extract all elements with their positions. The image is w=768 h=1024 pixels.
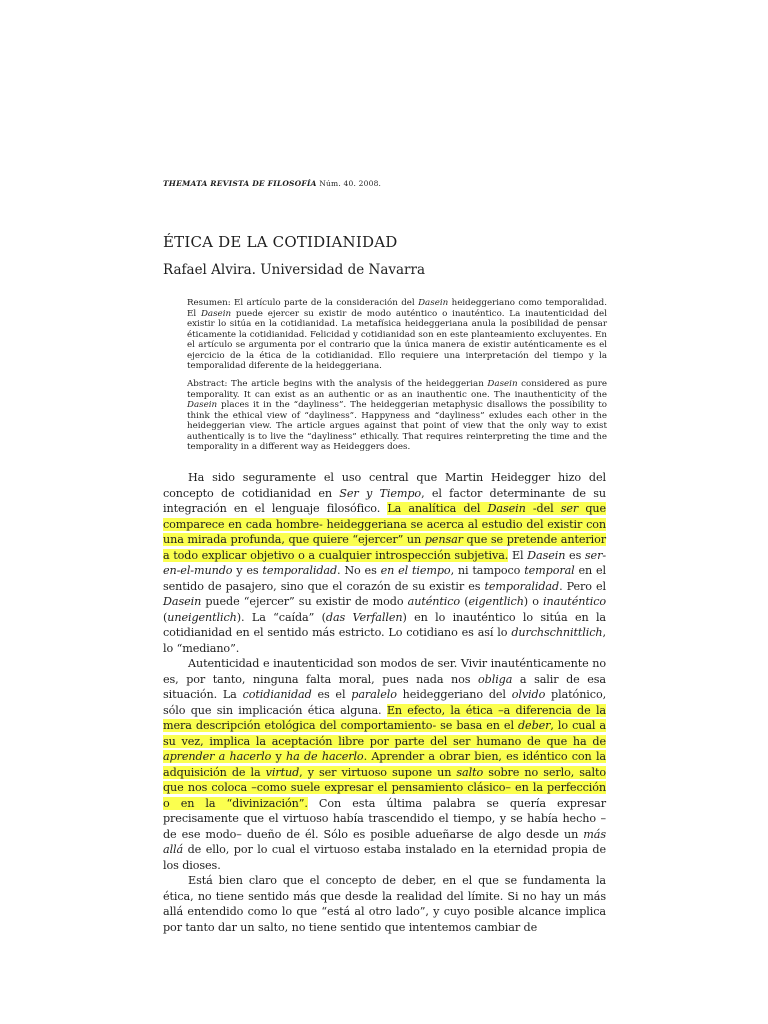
paragraph-2 <box>163 656 606 873</box>
article-author: Rafael Alvira. Universidad de Navarra <box>163 262 426 278</box>
article-body <box>163 470 606 935</box>
text-run: de ello, por lo cual el virtuoso estaba instalado en la eternidad propia de los dioses. <box>163 843 606 872</box>
italic-run: inauténtico <box>543 595 607 608</box>
text-run: La analítica del <box>387 502 488 515</box>
italic-run: en el tiempo <box>380 564 451 577</box>
text-run: ). La “caída” ( <box>236 610 326 624</box>
text-run: y es <box>232 564 263 577</box>
text-run: , el factor determinante de su integración en el lenguaje filosófico. <box>163 486 606 515</box>
journal-name: THEMATA REVISTA DE FILOSOFÍA <box>163 179 317 188</box>
text-run: heideggeriano del <box>396 688 512 701</box>
resumen-label: Resumen: <box>187 298 231 308</box>
text-run: -del <box>525 502 561 515</box>
italic-run: temporalidad <box>484 579 560 593</box>
text-run: Autenticidad e inautenticidad son modos de ser. Vivir inauténticamente no es, por tanto, ninguna falta moral, pues nada nos <box>163 657 606 686</box>
resumen-term: Dasein <box>418 298 449 308</box>
text-run: , lo “mediano”. <box>163 626 606 655</box>
italic-run: más allá <box>163 827 606 856</box>
text-run: En efecto, la ética –a diferencia de la mera descripción etológica del comportamiento- se basa en el <box>163 703 606 732</box>
journal-header <box>163 179 381 188</box>
italic-run: eigentlich <box>468 595 524 608</box>
paragraph-3 <box>163 873 606 935</box>
italic-run: aprender a hacerlo <box>163 750 272 763</box>
text-run: ) en lo inauténtico lo sitúa en la cotidianidad en el sentido más estricto. Lo cotidiano es así lo <box>163 610 606 639</box>
resumen-text: puede ejercer su existir de modo auténtico o inauténtico. La inautenticidad del existir lo sitúa en la cotidianidad. La metafísica heideggeriana anula la posibilidad de pensar éticamente la cotidianidad. Felicidad y cotidianidad son en este planteamiento excluyentes. En el artículo se argumenta por el contrario que la única manera de existir auténticamente es el ejercicio de la ética de la cotidianidad. Ello requiere una interpretación del tiempo y la temporalidad diferente de la heideggeriana. <box>187 308 607 371</box>
article-title: ÉTICA DE LA COTIDIANIDAD <box>163 233 398 251</box>
resumen-block <box>187 298 607 372</box>
abstract-term: Dasein <box>187 400 218 410</box>
text-run: , ni tampoco <box>450 564 525 577</box>
abstract-term: Dasein <box>487 379 518 389</box>
abstract-label: Abstract: <box>187 379 228 389</box>
text-run: es <box>565 548 585 562</box>
text-run: es el <box>311 688 352 701</box>
resumen-term: Dasein <box>200 308 232 319</box>
text-run: puede “ejercer” su existir de modo <box>201 595 408 608</box>
text-run: platónico, sólo que sin implicación ética alguna. <box>163 688 607 717</box>
abstract-text: places it in the “dayliness”. The heideggerian metaphysic disallows the possibility to think the ethical view of “dayliness”. Happyness and “dayliness” exludes each other in the heideggerian view. The article argues against that point of view that the only way to exist authentically is to live the “dayliness” ethically. That requires reinterpreting the time and the temporality in a different way as Heideggers does. <box>187 400 607 452</box>
text-run: . Aprender a obrar bien, es idéntico con la adquisición de la <box>163 750 606 779</box>
italic-run: ser <box>560 502 579 515</box>
italic-run: paralelo <box>351 688 397 701</box>
text-run: en el sentido de pasajero, sino que el corazón de su existir es <box>163 564 606 593</box>
italic-run: uneigentlich <box>167 610 237 624</box>
italic-run: pensar <box>424 533 463 546</box>
italic-run: virtud <box>265 765 300 779</box>
italic-run: obliga <box>478 672 513 686</box>
italic-run: olvido <box>511 688 546 701</box>
text-run: que comparece en cada hombre- heideggeriana se acerca al estudio del existir con una mirada profunda, que quiere “ejercer” un <box>163 502 607 546</box>
text-run: , lo cual a su vez, implica la aceptación libre por parte del ser humano de que ha de <box>163 719 606 748</box>
text-run: . Pero el <box>559 579 606 593</box>
text-run: que se pretende anterior a todo explicar objetivo o a cualquier introspección subjetiva. <box>163 533 607 562</box>
text-run: El <box>508 548 528 562</box>
text-run: ( <box>163 610 168 624</box>
italic-run: temporal <box>524 564 575 577</box>
italic-run: Dasein <box>487 502 526 515</box>
italic-run: Ser y Tiempo <box>339 486 422 500</box>
highlighted-passage[interactable] <box>163 704 606 810</box>
text-run: ) o <box>523 595 544 608</box>
italic-run: deber <box>517 719 551 732</box>
text-run: ( <box>460 595 469 608</box>
text-run: . No es <box>337 564 381 577</box>
journal-issue: Núm. 40. 2008. <box>319 179 382 188</box>
resumen-text: heideggeriano como temporalidad. El <box>187 298 607 319</box>
italic-run: Dasein <box>527 548 566 562</box>
italic-run: das Verfallen <box>325 610 403 624</box>
italic-run: ser-en-el-mundo <box>163 548 606 577</box>
italic-run: Dasein <box>163 595 202 608</box>
italic-run: ha de hacerlo <box>286 750 364 763</box>
text-run: y <box>271 750 287 763</box>
resumen-text: El artículo parte de la consideración del <box>230 298 419 308</box>
italic-run: salto <box>456 765 484 779</box>
italic-run: cotidianidad <box>242 688 312 701</box>
text-run: a salir de esa situación. La <box>163 672 607 701</box>
text-run: Ha sido seguramente el uso central que Martin Heidegger hizo del concepto de cotidianidad en <box>163 471 606 500</box>
italic-run: temporalidad <box>262 564 338 577</box>
abstract-text: considered as pure temporality. It can exist as an authentic or as an inauthentic one. The inauthenticity of the <box>187 379 608 400</box>
italic-run: auténtico <box>407 595 461 608</box>
italic-run: durchschnittlich <box>511 626 603 639</box>
abstract-block <box>187 379 607 453</box>
text-run: Con esta última palabra se quería expresar precisamente que el virtuoso había trascendido el tiempo, y se había hecho –de ese modo– dueño de él. Sólo es posible adueñarse de algo desde un <box>163 796 606 841</box>
paragraph-1 <box>163 470 606 656</box>
abstract-text: The article begins with the analysis of the heideggerian <box>227 379 488 389</box>
text-run: sobre no serlo, salto que nos coloca –como suele expresar el pensamiento clásico– en la perfección o en la “divinización”. <box>163 765 606 810</box>
text-run: , y ser virtuoso supone un <box>299 765 457 779</box>
text-run: Está bien claro que el concepto de deber, en el que se fundamenta la ética, no tiene sentido más que desde la realidad del límite. Si no hay un más allá entendido como lo que “está al otro lado”, y cuyo posible alcance implica por tanto dar un salto, no tiene sentido que intentemos cambiar de <box>163 874 606 934</box>
